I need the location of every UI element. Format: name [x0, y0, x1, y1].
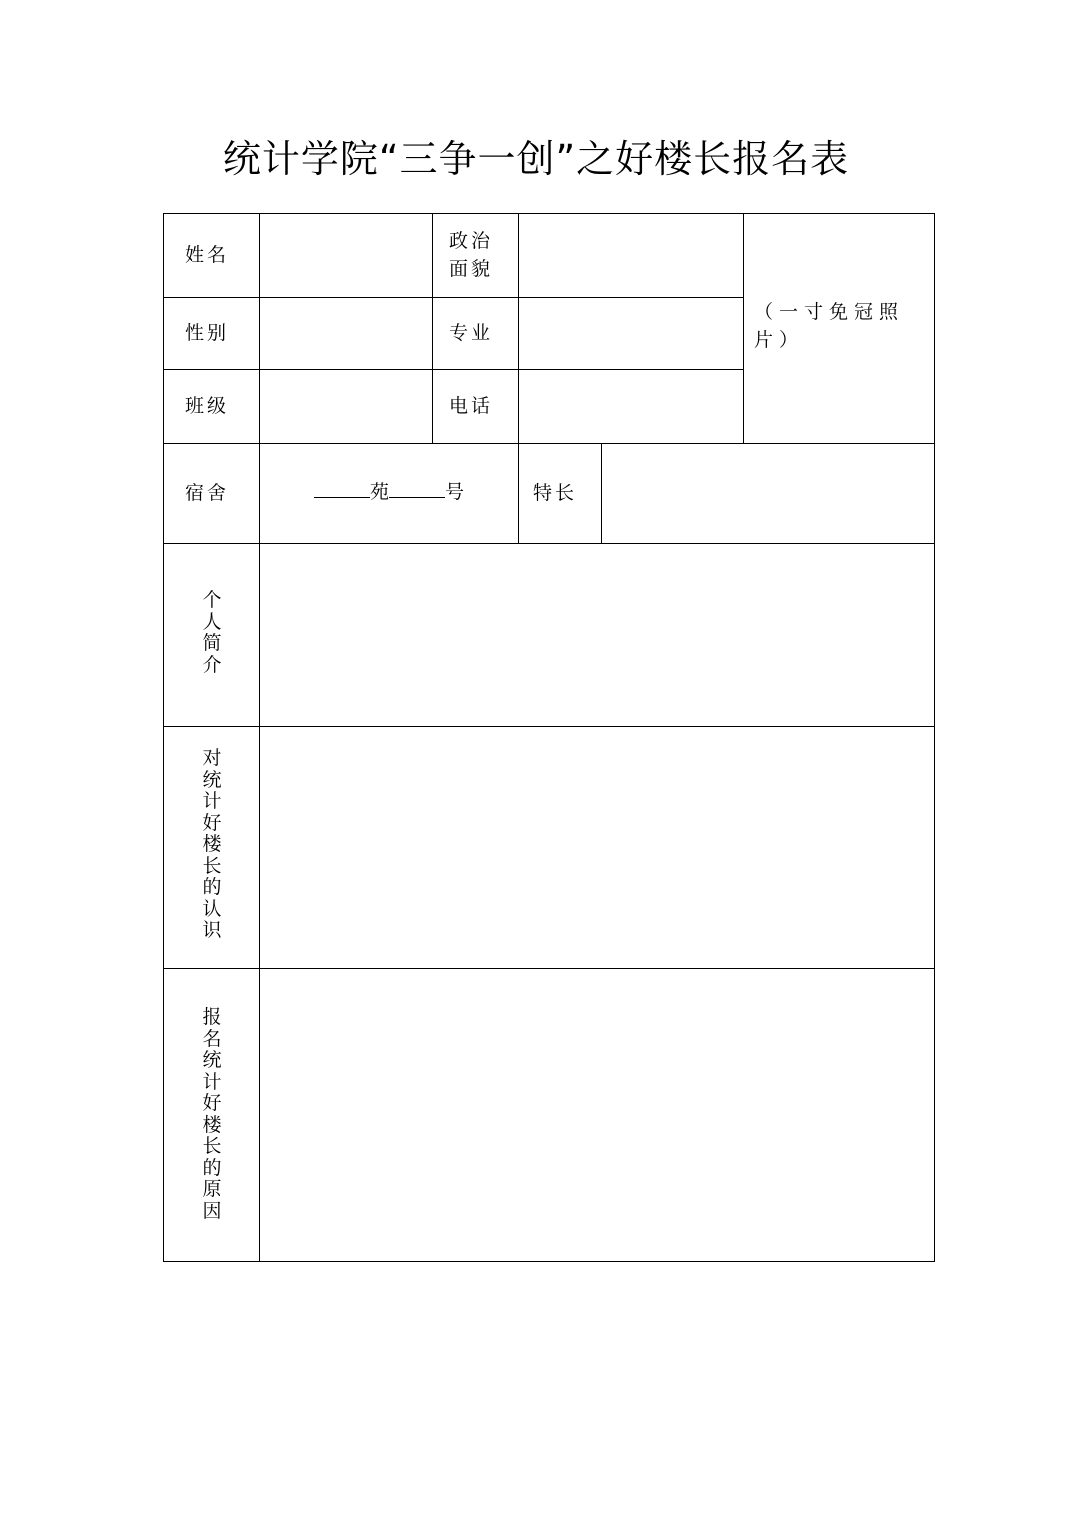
- reason-label: 报名统计好楼长的原因: [202, 1006, 222, 1222]
- class-label: 班级: [185, 395, 230, 417]
- specialty-field[interactable]: [602, 444, 934, 543]
- gender-field[interactable]: [260, 298, 432, 369]
- reason-field[interactable]: [260, 969, 934, 1262]
- understanding-label: 对统计好楼长的认识: [202, 747, 222, 941]
- specialty-label: 特长: [533, 482, 578, 504]
- name-label: 姓名: [185, 244, 230, 266]
- dorm-label: 宿舍: [185, 482, 230, 504]
- political-status-field[interactable]: [519, 214, 743, 297]
- dorm-yuan-blank[interactable]: [314, 479, 370, 498]
- political-status-label-line1: 政治: [449, 230, 494, 252]
- page-title: 统计学院“三争一创”之好楼长报名表: [222, 137, 850, 181]
- dorm-hao-blank[interactable]: [389, 479, 445, 498]
- understanding-field[interactable]: [260, 727, 934, 968]
- class-field[interactable]: [260, 370, 432, 443]
- dorm-yuan-text: 苑: [369, 481, 389, 503]
- political-status-label-line2: 面貌: [449, 258, 494, 280]
- intro-field[interactable]: [260, 544, 934, 726]
- name-field[interactable]: [260, 214, 432, 297]
- major-field[interactable]: [519, 298, 743, 369]
- gender-label: 性别: [185, 322, 230, 344]
- major-label: 专业: [449, 322, 494, 344]
- phone-field[interactable]: [519, 370, 743, 443]
- intro-label: 个人简介: [202, 589, 222, 676]
- dorm-hao-text: 号: [445, 481, 465, 503]
- column-divider: [432, 213, 433, 443]
- dorm-field[interactable]: [260, 478, 518, 506]
- phone-label: 电话: [449, 395, 494, 417]
- photo-note: （一寸免冠照片）: [754, 301, 905, 351]
